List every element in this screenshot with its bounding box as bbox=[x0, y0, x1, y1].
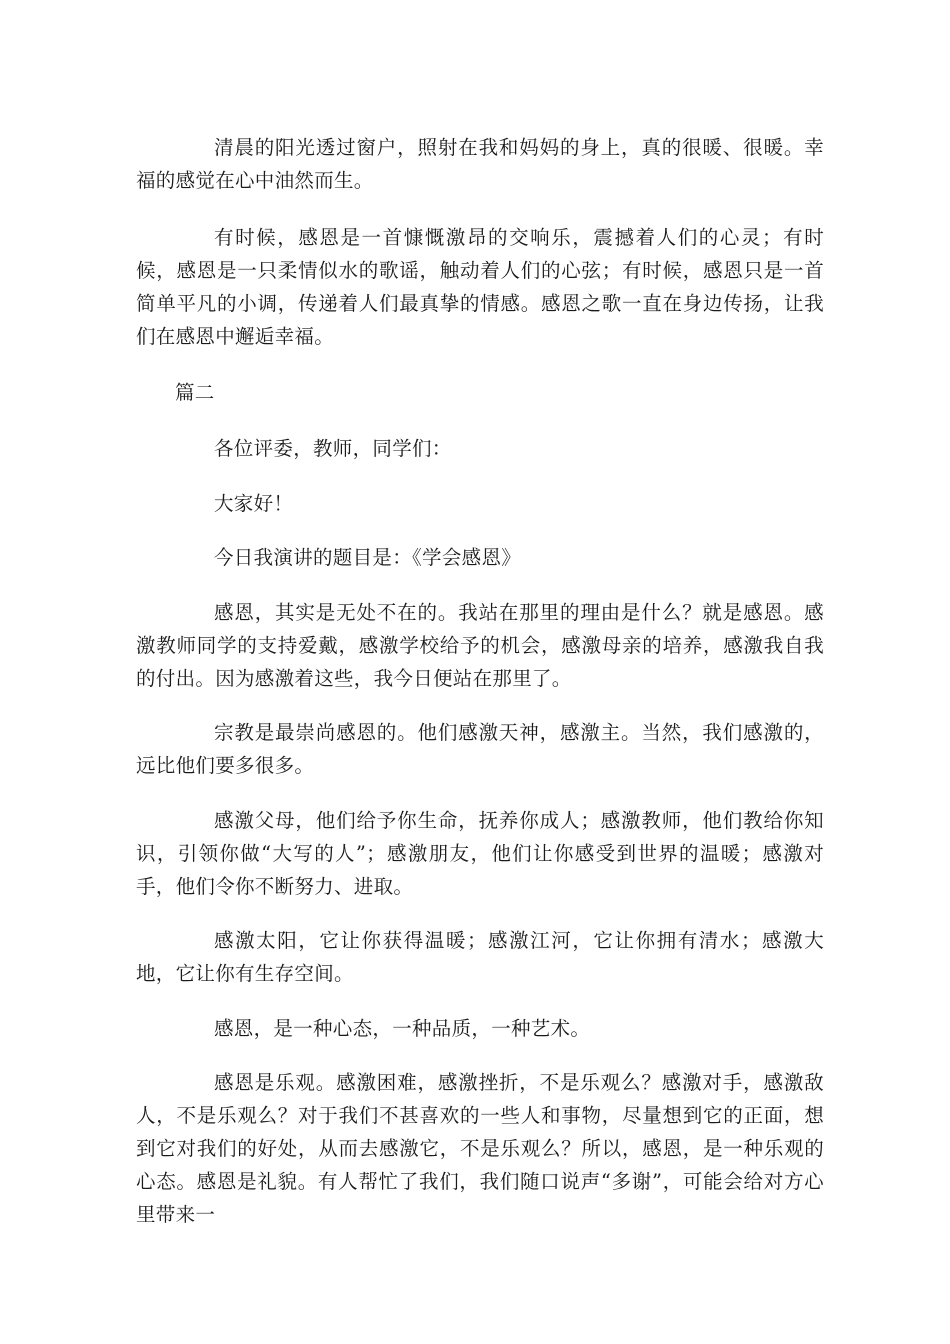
paragraph-thank-sun: 感激太阳，它让你获得温暖；感激江河，它让你拥有清水；感激大地，它让你有生存空间。 bbox=[136, 929, 824, 985]
paragraph-hello: 大家好！ bbox=[214, 492, 294, 515]
paragraph-religion: 宗教是最崇尚感恩的。他们感激天神，感激主。当然，我们感激的，远比他们要多很多。 bbox=[136, 721, 824, 777]
paragraph-gratitude-optimism: 感恩是乐观。感激困难，感激挫折，不是乐观么？感激对手，感激敌人，不是乐观么？对于我们不甚喜欢的一些人和事物，尽量想到它的正面，想到它对我们的好处，从而去感激它，不是乐观么？所以，感恩，是一种乐观的心态。感恩是礼貌。有人帮忙了我们，我们随口说声“多谢”，可能会给对方心里带来一 bbox=[136, 1071, 824, 1226]
paragraph-gratitude-everywhere: 感恩，其实是无处不在的。我站在那里的理由是什么？就是感恩。感激教师同学的支持爱戴，感激学校给予的机会，感激母亲的培养，感激我自我的付出。因为感激着这些，我今日便站在那里了。 bbox=[136, 601, 824, 690]
paragraph-gratitude-song: 有时候，感恩是一首慷慨激昂的交响乐，震撼着人们的心灵；有时候，感恩是一只柔情似水的歌谣，触动着人们的心弦；有时候，感恩只是一首简单平凡的小调，传递着人们最真挚的情感。感恩之歌一直在身边传扬，让我们在感恩中邂逅幸福。 bbox=[136, 226, 824, 348]
paragraph-speech-title: 今日我演讲的题目是：《学会感恩》 bbox=[214, 546, 522, 569]
section-heading: 篇二 bbox=[175, 381, 215, 404]
paragraph-thank-parents: 感激父母，他们给予你生命，抚养你成人；感激教师，他们教给你知识，引领你做“大写的人”；感激朋友，他们让你感受到世界的温暖；感激对手，他们令你不断努力、进取。 bbox=[136, 809, 824, 898]
paragraph-gratitude-attitude: 感恩，是一种心态，一种品质，一种艺术。 bbox=[214, 1017, 591, 1040]
paragraph-morning-sunlight: 清晨的阳光透过窗户，照射在我和妈妈的身上，真的很暖、很暖。幸福的感觉在心中油然而生。 bbox=[136, 136, 824, 192]
paragraph-greeting-judges: 各位评委，教师，同学们： bbox=[214, 437, 452, 460]
